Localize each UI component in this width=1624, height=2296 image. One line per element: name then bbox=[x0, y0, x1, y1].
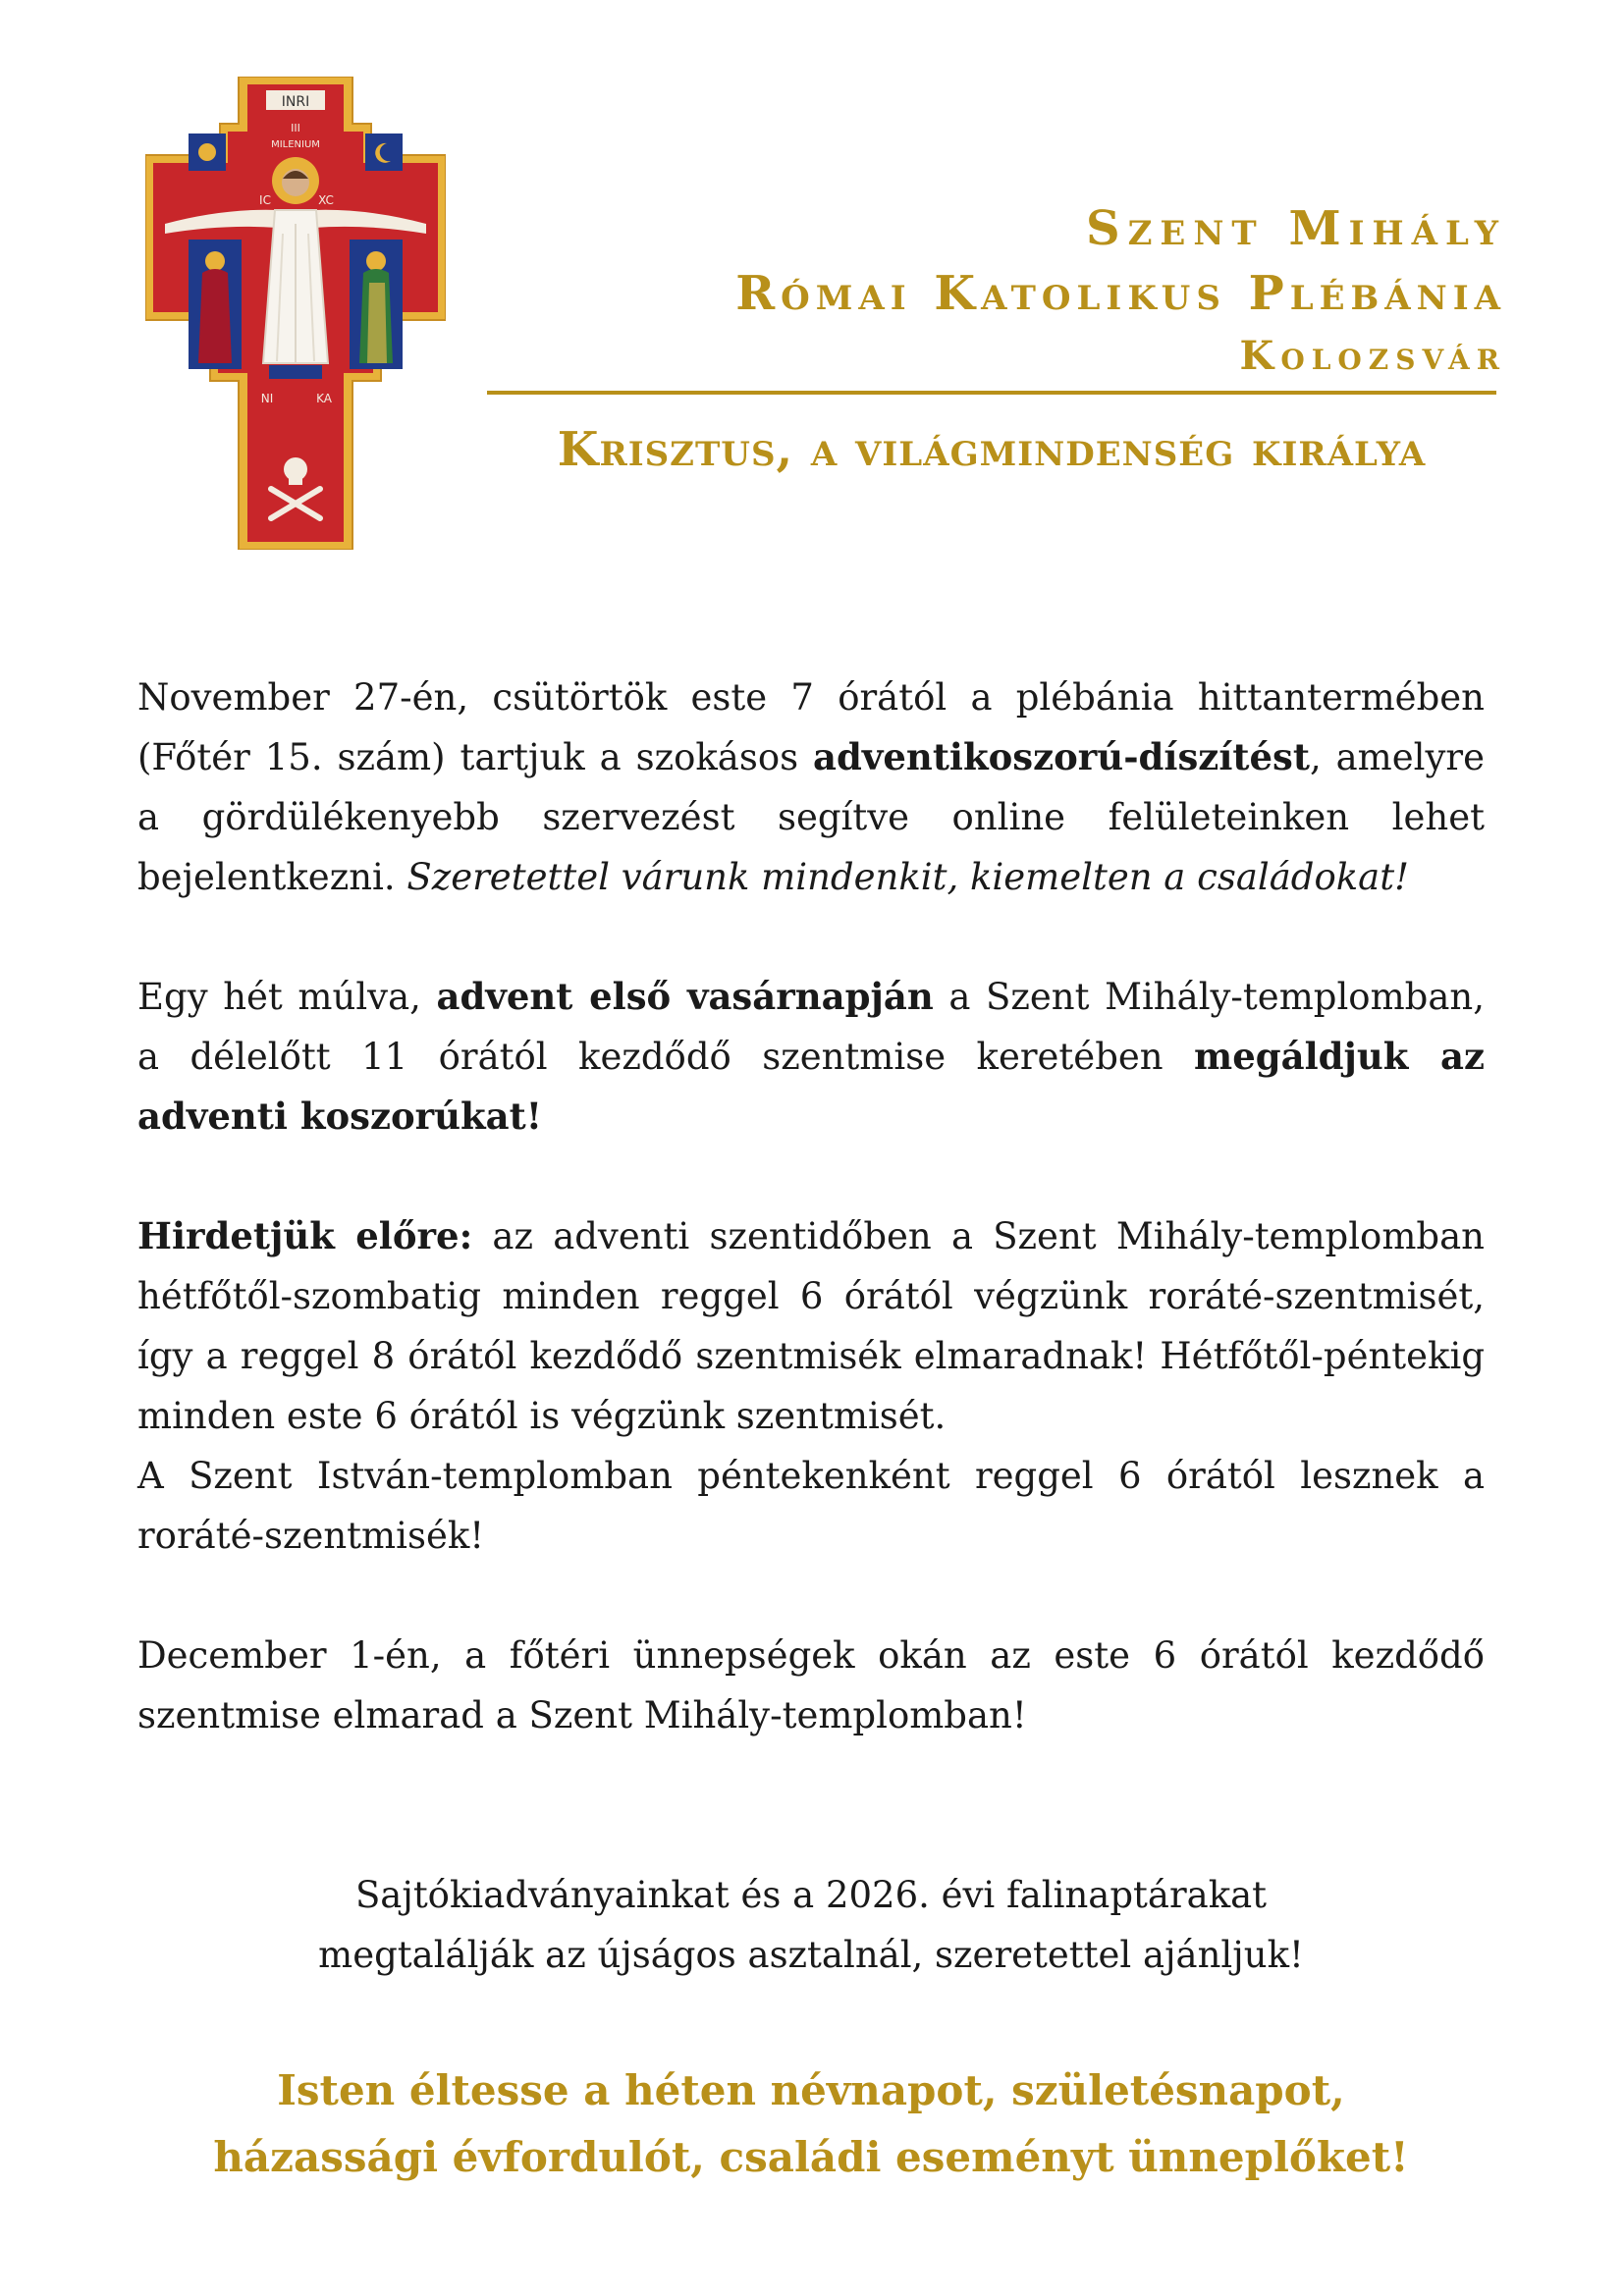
closing-line-2: házassági évfordulót, családi eseményt ünneplőket! bbox=[213, 2133, 1409, 2181]
p2-text-c: a Szent Mihály-templomban, a délelőtt 11 órától kezdődő szentmise keretében bbox=[137, 976, 1485, 1078]
paragraph-blessing bbox=[137, 967, 1485, 1147]
p2-bold-a: advent első vasárnapján bbox=[436, 975, 934, 1018]
notice-line-2: megtalálják az újságos asztalnál, szeretettel ajánljuk! bbox=[318, 1934, 1304, 1976]
notice-line-1: Sajtókiadványainkat és a 2026. évi falinaptárakat bbox=[354, 1874, 1268, 1916]
closing-greeting bbox=[137, 2057, 1485, 2191]
cross-plaque-text: INRI bbox=[281, 94, 310, 110]
cross-xc: XC bbox=[318, 193, 334, 207]
feast-title: Krisztus, a világmindenség királya bbox=[557, 422, 1427, 477]
p3-bold: Hirdetjük előre: bbox=[137, 1214, 473, 1257]
paragraph-rorate bbox=[137, 1206, 1485, 1446]
parish-city: Kolozsvár bbox=[1239, 333, 1506, 379]
cross-inscription-1: III bbox=[291, 122, 300, 134]
parish-header bbox=[735, 196, 1506, 387]
paragraph-szent-istvan: A Szent István-templomban péntekenként reggel 6 órától lesznek a roráté-szentmisék! bbox=[137, 1455, 1485, 1557]
cross-ka: KA bbox=[316, 392, 332, 405]
cross-ic: IC bbox=[259, 193, 271, 207]
parish-type: Római Katolikus Plébánia bbox=[735, 266, 1506, 321]
p3-text: az adventi szentidőben a Szent Mihály-templomban hétfőtől-szombatig minden reggel 6 órától végzünk roráté-szentmisét, így a reggel 8 órától kezdődő szentmisék elmaradnak! Hétfőtől-péntekig minden este 6 órától is végzünk szentmisét. bbox=[137, 1215, 1485, 1437]
p1-bold: adventikoszorú-díszítést bbox=[813, 735, 1310, 778]
paragraph-advent-wreath bbox=[137, 667, 1485, 907]
cross-ni: NI bbox=[260, 392, 274, 405]
publications-notice bbox=[137, 1865, 1485, 1985]
parish-name: Szent Mihály bbox=[1085, 201, 1506, 256]
closing-line-1: Isten éltesse a héten névnapot, születésnapot, bbox=[277, 2066, 1345, 2114]
p2-text-a: Egy hét múlva, bbox=[137, 976, 437, 1018]
p2-bold-d: megáldjuk az adventi koszorúkat! bbox=[137, 1035, 1485, 1138]
p1-text-c: , amelyre a gördülékenyebb szervezést segítve online felületeinken lehet bejelentkezni. bbox=[137, 736, 1485, 898]
paragraph-december: December 1-én, a főtéri ünnepségek okán az este 6 órától kezdődő szentmise elmarad a Szent Mihály-templomban! bbox=[137, 1634, 1485, 1736]
p1-text-a: November 27-én, csütörtök este 7 órától a plébánia hittantermében (Főtér 15. szám) tartjuk a szokásos bbox=[137, 676, 1485, 778]
announcements bbox=[137, 667, 1485, 1805]
crucifix-icon bbox=[145, 77, 446, 550]
cross-inscription-2: MILENIUM bbox=[271, 139, 320, 150]
p1-italic: Szeretettel várunk mindenkit, kiemelten a családokat! bbox=[406, 856, 1409, 898]
header-divider bbox=[487, 391, 1496, 395]
